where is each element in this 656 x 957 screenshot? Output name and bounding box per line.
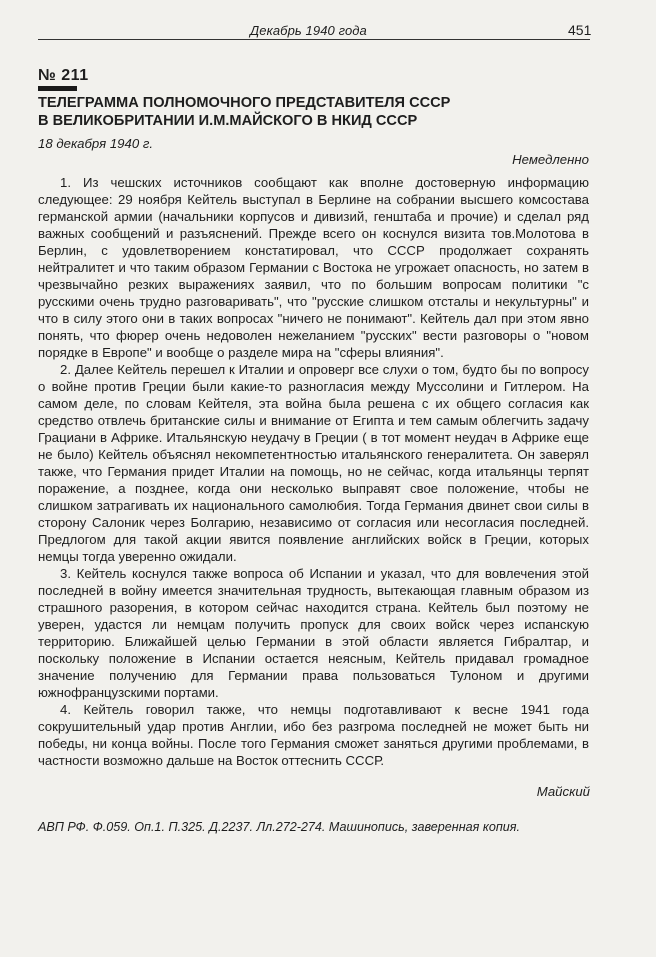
document-title xyxy=(38,94,598,130)
header-rule xyxy=(38,39,590,40)
running-head xyxy=(0,0,656,40)
document-number-underline xyxy=(38,86,77,91)
page-number: 451 xyxy=(568,22,592,38)
telegram-body xyxy=(38,174,589,769)
paragraph-4: 4. Кейтель говорил также, что немцы подготавливают к весне 1941 года сокрушительный удар против Англии, ибо без разгрома последней не может быть ни победы, ни конца войны. После того Германия сможет заняться другими проблемами, в частности возможно дальше на Восток оттеснить СССР. xyxy=(38,702,589,768)
paragraph-2: 2. Далее Кейтель перешел к Италии и опроверг все слухи о том, будто бы по вопросу о войне против Греции были какие-то разногласия между Муссолини и Гитлером. На самом деле, по словам Кейтеля, эта война была решена с их общего согласия как средство отвлечь британские силы и внимание от Египта и тем самым облегчить задачу Грациани в Африке. Итальянскую неудачу в Греции ( в тот момент неудач в Африке еще не было) Кейтель объяснял некомпетентностью итальянского генералитета. Он заверял также, что Германия придет Италии на помощь, но не сейчас, когда итальянцы терпят поражение, а позднее, когда они несколько выправят свое положение, чтобы не слишком затрагивать их национального самолюбия. Тогда Германия двинет свои силы в сторону Салоник через Болгарию, независимо от согласия или несогласия последней. Предлогом для такой акции явится появление английских войск в Греции, которых немцы тогда уверенно ожидали. xyxy=(38,362,589,564)
title-line-2: В ВЕЛИКОБРИТАНИИ И.М.МАЙСКОГО В НКИД СССР xyxy=(38,113,418,129)
paragraph-1: 1. Из чешских источников сообщают как вполне достоверную информацию следующее: 29 ноября Кейтель выступал в Берлине на собрании высшего комсостава германской армии (начальники корпусов и дивизий, генштаба и прочие) и сделал ряд важных сообщений и разъяснений. Прежде всего он коснулся визита тов.Молотова в Берлин, с удовлетворением констатировал, что СССР продолжает сохранять нейтралитет и что таким образом Германии с Востока не угрожает опасность, но затем в чрезвычайно резких выражениях заявил, что по большим вопросам политики "с русскими очень трудно разговаривать", что "русские слишком отсталы и некультурны" и что в силу этого они в таких вопросах "ничего не понимают". Кейтель дал при этом явно понять, что фюрер очень недоволен нежеланием "русских" вести разговоры о "новом порядке в Европе" и вообще о разделе мира на "сферы влияния". xyxy=(38,175,589,360)
document-date: 18 декабря 1940 г. xyxy=(38,136,153,151)
signature: Майский xyxy=(536,784,590,799)
document-number: № 211 xyxy=(38,67,89,84)
paragraph-3: 3. Кейтель коснулся также вопроса об Испании и указал, что для вовлечения этой последней в войну имеется значительная трудность, вытекающая главным образом из страшного разорения, в котором сейчас находится страна. Кейтель был поэтому не уверен, удастся ли немцам получить пропуск для своих войск через испанскую территорию. Ближайшей целью Германии в этой области является Гибралтар, и поскольку положение в Испании остается неясным, Кейтель придавал громадное значение получению для Германии права пользоваться Тулоном и другими южнофранцузскими портами. xyxy=(38,566,589,700)
urgency-mark: Немедленно xyxy=(512,152,589,167)
running-title: Декабрь 1940 года xyxy=(250,23,367,38)
archive-reference: АВП РФ. Ф.059. Оп.1. П.325. Д.2237. Лл.272-274. Машинопись, заверенная копия. xyxy=(38,820,521,834)
title-line-1: ТЕЛЕГРАММА ПОЛНОМОЧНОГО ПРЕДСТАВИТЕЛЯ СССР xyxy=(38,95,451,111)
